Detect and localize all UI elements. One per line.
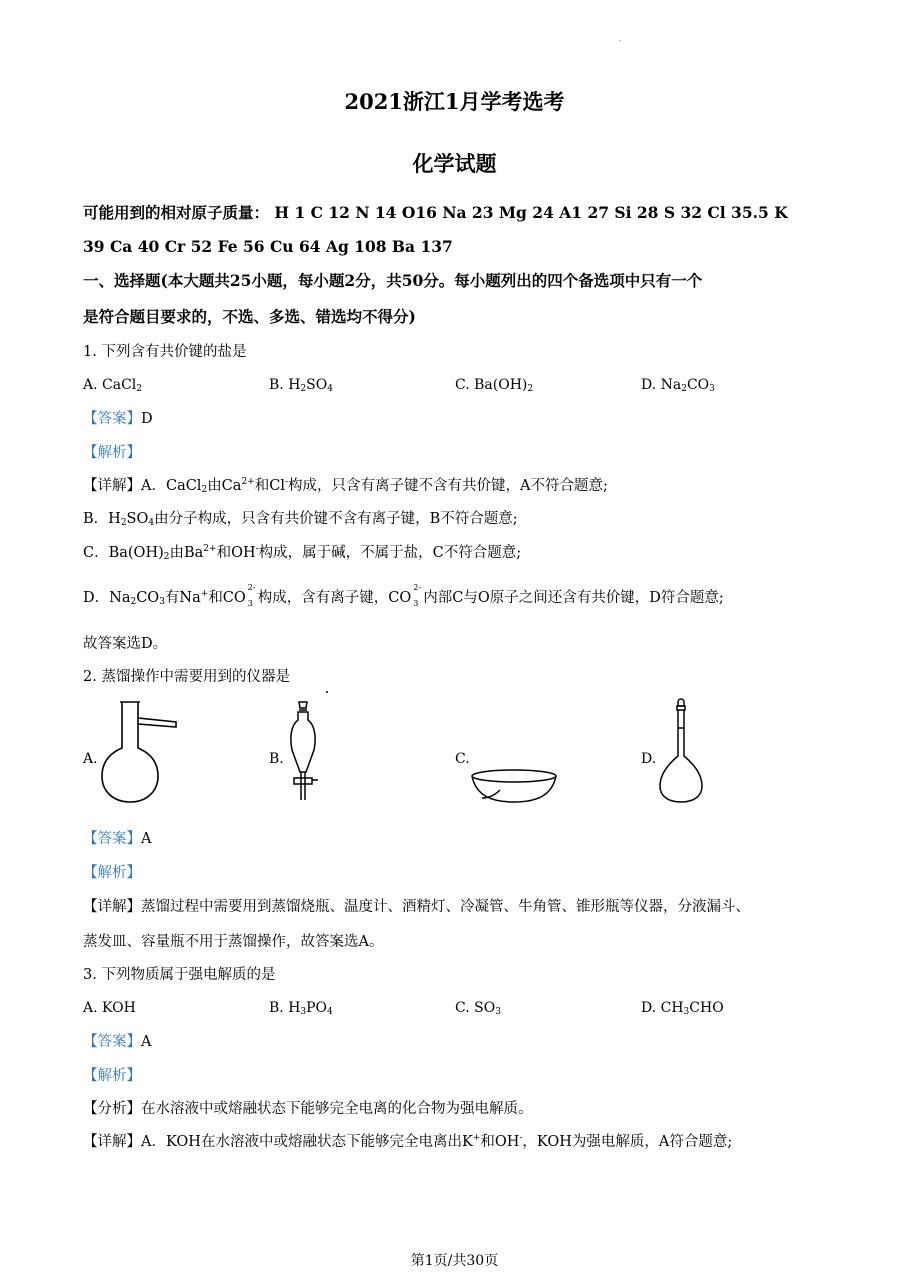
q1-option-a: A. CaCl$_2$ — [83, 377, 142, 394]
q1-option-d: D. $Na_2CO_3$ — [641, 377, 715, 394]
q1-stem: 1. 下列含有共价键的盐是 — [83, 344, 247, 360]
page-subtitle: 化学试题 — [412, 151, 497, 176]
q3-analysis-tag: 【解析】 — [83, 1068, 141, 1084]
q3-option-c: C. $SO_3$ — [455, 1000, 501, 1017]
q1-detail-b: B．$H_2SO_4$由分子构成，只含有共价键不含有离子键，B不符合题意; — [83, 511, 518, 528]
q3-option-b: B. $H_3PO_4$ — [269, 1000, 333, 1017]
q1-detail-a: 【详解】A．CaCl$_2$由$Ca^{2+}$和Cl-构成，只含有离子键不含有共价键，A不符合题意; — [83, 477, 608, 495]
dot-mark: . — [619, 36, 621, 43]
q2-option-c: C. — [455, 751, 470, 767]
section-heading-line-1: 一、选择题(本大题共25小题，每小题2分，共50分。每小题列出的四个备选项中只有一个 — [83, 271, 703, 290]
q2-option-a: A. — [83, 751, 98, 767]
q1-detail-c: C．$Ba(OH)_2$由$Ba^{2+}$和OH-构成，属于碱，不属于盐，C不符合题意; — [83, 544, 522, 562]
q2-detail-1: 【详解】蒸馏过程中需要用到蒸馏烧瓶、温度计、酒精灯、冷凝管、牛角管、锥形瓶等仪器，分液漏斗、 — [83, 899, 750, 915]
page-footer: 第1页/共30页 — [410, 1253, 499, 1269]
q3-detail-a: 【详解】A．KOH在水溶液中或熔融状态下能够完全电离出K+和OH-，KOH为强电解质，A符合题意; — [83, 1133, 733, 1150]
q1-analysis-tag: 【解析】 — [83, 445, 141, 461]
carbonate-ion: 和CO 2- 3 — [208, 583, 256, 608]
atomic-mass-line-1: 可能用到的相对原子质量： H 1 C 12 N 14 O16 Na 23 Mg 24 A1 27 Si 28 S 32 Cl 35.5 K — [83, 203, 788, 222]
q2-option-b: B. — [269, 751, 284, 767]
q2-detail-2: 蒸发皿、容量瓶不用于蒸馏操作，故答案选A。 — [83, 934, 384, 950]
page-title: 2021浙江1月学考选考 — [344, 89, 565, 114]
q2-stem: 2. 蒸馏操作中需要用到的仪器是 — [83, 669, 290, 685]
q3-analysis: 【分析】在水溶液中或熔融状态下能够完全电离的化合物为强电解质。 — [83, 1101, 533, 1117]
q1-option-b: B. $H_2SO_4$ — [269, 377, 333, 394]
q1-detail-d: D．$Na_2CO_3$有Na+和CO 2- 3 构成，含有离子键，CO 2- 3 内部C与O原子之间还含有共价键，D符合题意; — [83, 583, 724, 608]
q2-option-d: D. — [641, 751, 657, 767]
section-heading-line-2: 是符合题目要求的，不选、多选、错选均不得分) — [83, 307, 416, 326]
separatory-funnel-icon — [282, 690, 332, 806]
q3-option-d: D. $CH_3CHO$ — [641, 1000, 724, 1017]
q1-conclusion: 故答案选D。 — [83, 636, 168, 652]
q1-answer: 【答案】D — [83, 411, 153, 427]
q2-analysis-tag: 【解析】 — [83, 865, 141, 881]
q3-option-a: A. KOH — [83, 1000, 136, 1016]
atomic-mass-line-2: 39 Ca 40 Cr 52 Fe 56 Cu 64 Ag 108 Ba 137 — [83, 237, 453, 256]
q2-answer: 【答案】A — [83, 831, 152, 847]
q3-answer: 【答案】A — [83, 1034, 152, 1050]
volumetric-flask-icon — [656, 698, 706, 806]
q1-option-c: C. $Ba(OH)_2$ — [455, 377, 534, 394]
q3-stem: 3. 下列物质属于强电解质的是 — [83, 967, 276, 983]
distillation-flask-icon — [100, 696, 182, 806]
evaporating-dish-icon — [470, 768, 560, 806]
